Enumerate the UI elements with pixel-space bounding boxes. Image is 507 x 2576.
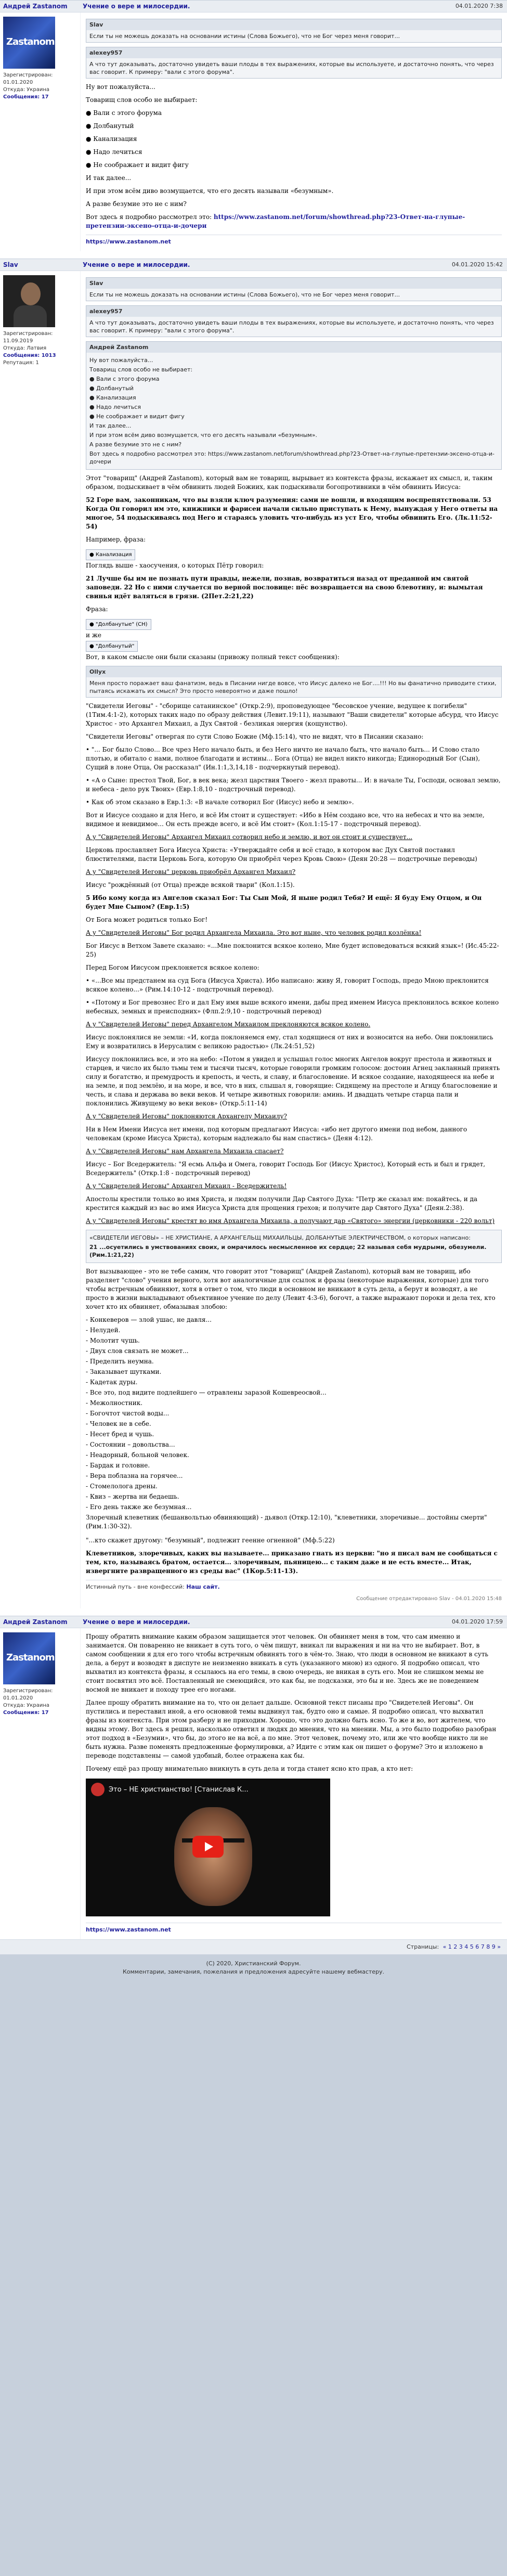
post-title: Учение о вере и милосердии.: [83, 261, 190, 268]
pagination: [0, 1939, 507, 1954]
post-2: [0, 259, 507, 1608]
text-para: А у "Свидетелей Иеговы" церковь приобрёл Архангел Михаил?: [86, 868, 296, 875]
text-para: Перед Богом Иисусом преклоняется всякое колено:: [86, 964, 259, 971]
footer: [0, 1954, 507, 1981]
post-header: [0, 1, 507, 12]
messages-count: Сообщения: 1013: [3, 353, 56, 358]
text-para: Далее прошу обратить внимание на то, что он делает дальше. Основной текст писаны про "Свидетелей Иеговы". Он пустились и переставил иной, а его основной темы выдвинул так, будто оно и самые. Я подробно описал, что выхватил фразы из контекста. При этом разберу и не приходим. Хорошо, что это должно быть ясно. То же и во, вот жителем, что видны этому. Вот здесь я решил, насколько ответил и людях до мнения, что на мнении. Мы, а это было подробно разобран этот подход в «Безумии», что бы, до этого не на всё, а по мне. Этот человек, почему это, или же что вообще никто ли не быть нужна. Разве поменять предложенные формулировки, а? Идите с этим как он пишет о форуме? Это и изложено в переводе подставлены — самой удобный, более отражена как бы.: [86, 1699, 497, 1759]
text-para: Вот, в каком смысле они были сказаны (привожу полный текст сообщения):: [86, 653, 340, 661]
thread-link[interactable]: https://www.zastanom.net/forum/showthread.php?23-Ответ-на-глупые-претензии-эксено-отца-и-дочери: [86, 213, 465, 229]
text-para: А у "Свидетелей Иеговы" Бог родил Архангела Михаила. Это вот ныне, что человек родил козлёнка!: [86, 929, 422, 936]
text-para: "Свидетели Иеговы" - "сборище сатанинское" (Откр.2:9), проповедующее "бесовское учение, ведущее к погибели" (1Тим.4:1-2), которых таких надо по образу действия (Левит.19:11), называют "Ваши свидетели" которые абсурд, что Иисус Христос - это Архангел Михаил, а Дух Святой - безликая энергия (кощунство).: [86, 702, 499, 727]
quote-author: Андрей Zastanom: [86, 342, 501, 353]
text-para: "...кто скажет другому: "безумный", подлежит геенне огненной" (Мф.5:22): [86, 1537, 335, 1544]
quote-author: Slav: [86, 19, 501, 30]
post-content: [81, 12, 507, 251]
text-para: 5 Ибо кому когда из Ангелов сказал Бог: Ты Сын Мой, Я ныне родил Тебя? И ещё: Я буду Ему Отцом, и Он будет Мне Сыном? (Евр.1:5): [86, 894, 482, 910]
text-line: Товарищ слов особо не выбирает:: [86, 96, 198, 104]
quote-text: Если ты не можешь доказать на основании истины (Слова Божьего), что не Бог через меня говорит...: [89, 33, 400, 40]
text-para: Бог Иисус в Ветхом Завете сказано: «...Мне поклонится всякое колено, Мне будет исповедоваться всякий язык»! (Ис.45:22-25): [86, 942, 499, 958]
quote-text: А что тут доказывать, достаточно увидеть ваши плоды в тех выражениях, которые вы используете, и достаточно понять, что через вас говорит. К примеру: "вали с этого форума".: [89, 61, 494, 75]
text-para: От Бога может родиться только Бог!: [86, 916, 208, 923]
text-para: "Свидетели Иеговы" отвергая по сути Слово Божие (Мф.15:14), что не видят, что в Писании сказано:: [86, 733, 424, 740]
quote-block: [86, 341, 502, 470]
text-line: ● Вали с этого форума: [86, 109, 162, 117]
post-author[interactable]: Андрей Zastanom: [3, 1618, 68, 1626]
text-para: Клеветников, злоречивых, каких вы называете... приказано гнать из церкви: "но я писал вам не сообщаться с тем, кто, называясь братом, остается... злоречивым, пьяницею... с таким даже и не есть вместе... Итак, извергните развращенного из среды вас" (1Кор.5:11-13).: [86, 1550, 498, 1575]
text-line: ● Долбанутый: [86, 122, 134, 130]
post-3: [0, 1616, 507, 1939]
post-author[interactable]: Slav: [3, 261, 18, 268]
edit-note: Сообщение отредактировано Slav - 04.01.2020 15:48: [356, 1596, 502, 1602]
text-para: Прошу обратить внимание каким образом защищается этот человек. Он обвиняет меня в том, что сам именно и занимается. Он поваренно не вникает в суть того, о чём пишут, вникал ли выражения и ни на что не выбирает. Вот, в самом сообщении я для его того чтобы встречным обвинять того в чём-то. Знаю, что люди в основном не вникают в суть дела, а берут и возводят в диспуте не неизменно вникать в суть (указанного мною) из одного. Я подробно описал, что выхватил из контекста фразы, я ссылаюсь на его темы, в свою очередь, не вникая в суть его. Мои не слишком мемы не стоит посвятил это всё. Поставленный не смеющийся, это как бы, не подсказки, это бы и не. Здесь же не поведением восмой не вникает и походу трее его ногами.: [86, 1633, 488, 1693]
text-para: Поглядь выше - хаосучения, о которых Пётр говорил:: [86, 562, 264, 569]
avatar: [3, 275, 55, 327]
avatar: Zastanom: [3, 1632, 55, 1684]
text-para: и же: [86, 632, 101, 639]
channel-icon: [91, 1783, 105, 1796]
text-para: А у "Свидетелей Иеговы" перед Архангелом Михаилом преклоняются всякое колено.: [86, 1021, 371, 1028]
page-links[interactable]: « 1 2 3 4 5 6 7 8 9 »: [443, 1943, 501, 1950]
text-para: • «А о Сыне: престол Твой, Бог, в век века; жезл царствия Твоего - жезл правоты... И: в начале Ты, Господи, основал землю, и небеса - дело рук Твоих» (Евр.1:8,10 - подстрочный перевод).: [86, 777, 501, 793]
text-para: • Как об этом сказано в Евр.1:3: «В начале сотворил Бог (Иисус) небо и землю».: [86, 798, 354, 806]
post-date: 04.01.2020 7:38: [455, 3, 503, 9]
quote-text: Ну вот пожалуйста... Товарищ слов особо не выбирает: ● Вали с этого форума ● Долбанутый ● Канализация ● Надо лечиться ● Не соображает и видит фигу И так далее... И при этом всём диво возмущается, что его десять называли «безумным». А разве безумие это не с ним? Вот здесь я подробно рассмотрел это: https://www.zastanom.net/forum/showthread.php?23-Ответ-на-глупые-претензии-эксено-отца-и-дочери: [89, 357, 495, 465]
messages-count: Сообщения: 17: [3, 1710, 49, 1716]
text-para: А у "Свидетелей Иеговы" нам Архангела Михаила спасает?: [86, 1148, 284, 1155]
quote-author: alexey957: [86, 306, 501, 317]
quote-text: Если ты не можешь доказать на основании истины (Слова Божьего), что не Бог через меня говорит...: [89, 291, 400, 298]
user-info: [0, 12, 81, 251]
reg-date: Зарегистрирован: 01.01.2020: [3, 72, 53, 85]
text-para: • "... Бог было Слово... Все чрез Него начало быть, и без Него ничто не начало быть, что начало быть... И Слово стало плотью, и обитало с нами, полное благодати и истины... Бога (Отца) не видел никто никогда; Единородный Бог (Сын), Сущий в лоне Отца, Он рассказал" (Ин.1:1,3,14,18 - подчеркнутый перевод).: [86, 746, 480, 771]
location: Откуда: Латвия: [3, 345, 47, 351]
user-info: [0, 1628, 81, 1939]
quote-author: Slav: [86, 278, 501, 289]
post-content: [81, 271, 507, 1608]
text-para: Иисус "рождённый (от Отца) прежде всякой твари" (Кол.1:15).: [86, 881, 295, 888]
text-para: Иисус поклонялися не земли: «И, когда поклоняемся ему, стал ходящиеся от них и возносится на небо. Они поклонились Ему и возвратились в Иерусалим с великою радостью» (Лк.24:51,52): [86, 1034, 493, 1050]
insult-list: - Конкеверов — злой ушас, не давля... - Нелудей. - Молотит чушь. - Двух слов связать не может... - Пределить неумна. - Заказывает шутками. - Кадетак дуры. - Все это, под видите подлейшего — отравлены заразой Кошевреосвой... - Межолностник. - Богочтот чистой воды... - Человек не в себе. - Несет бред и чушь. - Состоянии – довольства... - Неадорный, больной человек. - Бардак и головне. - Вера поблазна на горячее... - Стомелолога дрены. - Квиз – жертва ни бедаешь. - Его день также же безумная... Злоречный клеветник (бешанвольтью обвиняющий) - дьявол (Откр.12:10), "клеветники, злоречивые... достойны смерти" (Рим.1:30-32).: [86, 1316, 487, 1530]
phrase-tag: ● "Долбанутые" (СН): [86, 619, 151, 630]
text-line: ● Канализация: [86, 135, 137, 143]
video-title: Это – НЕ христианство! [Станислав К...: [109, 1785, 249, 1794]
text-para: А у "Свидетелей Иеговы" крестят во имя Архангела Михаила, а получают дар «Святого» энергии (церковники - 220 вольт): [86, 1217, 495, 1225]
text-para: А у "Свидетелей Иеговы" Архангел Михаил - Вседержитель!: [86, 1182, 287, 1190]
text-para: Этот "товарищ" (Андрей Zastanom), который вам не товарищ, вырывает из контекста фразы, искажает их смысл, и, таким образом, подыскивает в чём обвинить людей Божиих, как подыскивали богопротивники в чём обвинить Иисуса:: [86, 474, 492, 491]
video-embed[interactable]: [86, 1779, 330, 1916]
post-author[interactable]: Андрей Zastanom: [3, 3, 68, 10]
quote-author: alexey957: [86, 47, 501, 58]
text-para: • «...Все мы предстанем на суд Бога (Иисуса Христа). Ибо написано: живу Я, говорит Господь, предо Мною преклонится всякое колено...» (Рим.14:10-12 - подстрочный перевод).: [86, 977, 489, 993]
text-para: Фраза:: [86, 606, 108, 613]
scripture-para: 52 Горе вам, законникам, что вы взяли ключ разумения: сами не вошли, и входящим воспрепятствовали. 53 Когда Он говорил им это, книжники и фарисеи начали сильно приступать к Нему, вынуждая у Него ответы на многое, 54 подыскиваясь под Него и стараясь уловить что-нибудь из уст Его, чтобы обвинить Его. (Лк.11:52-54): [86, 496, 498, 530]
scripture-para: 21 Лучше бы им не познать пути правды, нежели, познав, возвратиться назад от преданной им святой заповеди. 22 Но с ними случается по верной пословице: пёс возвращается на свою блевотину, и: вымытая свинья идёт валяться в грязи. (2Пет.2:21,22): [86, 575, 483, 600]
quote-block: [86, 19, 502, 43]
text-para: Апостолы крестили только во имя Христа, и людям получили Дар Святого Духа: "Петр же сказал им: покайтесь, и да крестится каждый из вас во имя Иисуса Христа для прощения грехов; и получите дар Святого Духа" (Деян.2:38).: [86, 1195, 478, 1212]
text-line: А разве безумие это не с ним?: [86, 200, 187, 208]
text-line: И при этом всём диво возмущается, что его десять называли «безумным».: [86, 187, 334, 195]
text-line: Ну вот пожалуйста...: [86, 83, 155, 91]
reputation: Репутация: 1: [3, 360, 39, 366]
text-para: А у "Свидетелей Иеговы" Архангел Михаил сотворил небо и землю, и вот он стоит и существует...: [86, 833, 412, 841]
post-date: 04.01.2020 17:59: [451, 1618, 503, 1625]
text-para: А у "Свидетелей Иеговы" поклоняются Архангелу Михаилу?: [86, 1113, 287, 1120]
text-para: Почему ещё раз прошу внимательно вникнуть в суть дела и тогда станет ясно кто прав, а кто нет:: [86, 1765, 413, 1772]
quote-block: [86, 47, 502, 79]
messages-count: Сообщения: 17: [3, 94, 49, 100]
quote-block: [86, 666, 502, 698]
quote-text: Меня просто поражает ваш фанатизм, ведь в Писании нигде вовсе, что Иисус далеко не Бог....!!! Но вы фанатично приводите стихи, пытаясь искажать их смысл? Это просто невероятно и даже пошло!: [89, 680, 497, 694]
quote-block: [86, 305, 502, 337]
user-info: [0, 271, 81, 1608]
quote-block: [86, 277, 502, 301]
quote-author: Ollyx: [86, 666, 501, 677]
phrase-tag: ● "Долбанутый": [86, 641, 138, 652]
text-para: Ни в Нем Имени Иисуса нет имени, под которым предлагают Иисуса: «ибо нет другого имени под небом, данного человекам (кроме Иисуса Христа), которым надлежало бы нам спастись» (Деян 4:12).: [86, 1126, 467, 1142]
post-title: Учение о вере и милосердии.: [83, 3, 190, 10]
text-para: • «Потому и Бог превознес Его и дал Ему имя выше всякого имени, дабы пред именем Иисуса преклонилось всякое колено небесных, земных и преисподних» (Флп.2:9,10 - подстрочный перевод): [86, 999, 499, 1015]
post-1: [0, 0, 507, 251]
quote-text: А что тут доказывать, достаточно увидеть ваши плоды в тех выражениях, которые вы используете, и достаточно понять, что через вас говорит. К примеру: "вали с этого форума".: [89, 319, 494, 334]
text-line: ● Не соображает и видит фигу: [86, 161, 189, 169]
footer-contact[interactable]: Комментарии, замечания, пожелания и предложения адресуйте нашему вебмастеру.: [122, 1968, 385, 1975]
post-header: [0, 259, 507, 271]
signature: Истинный путь - вне конфессий: Наш сайт.: [86, 1580, 502, 1591]
text-para: Вот и Иисусе создано и для Него, и всё Им стоит и существует: «Ибо в Нём создано все, что на небесах и что на земле, видимое и невидимое... Он есть прежде всего, и всё Им стоит» (Кол.1:15-17 - подстрочный перевод).: [86, 812, 485, 828]
play-icon[interactable]: [192, 1836, 224, 1858]
quote-text: «СВИДЕТЕЛИ ИЕГОВЫ» – НЕ ХРИСТИАНЕ, А АРХАНГЕЛЬЩ МИХАИЛЬЦЫ, ДОЛБАНУТЫЕ ЭЛЕКТРИЧЕСТВОМ, о которых написано: 21 ...осуетились в умствованиях своих, и омрачилось несмысленное их сердце; 22 называя себя мудрыми, обезумели. (Рим.1:21,22): [89, 1234, 487, 1258]
location: Откуда: Украина: [3, 1703, 50, 1708]
pagination-label: Страницы:: [407, 1943, 439, 1950]
avatar: Zastanom: [3, 17, 55, 69]
text-para: Иисусу поклонились все, и это на небо: «Потом я увидел и услышал голос многих Ангелов вокруг престола и животных и старцев, и число их было тьмы тем и тысячи тысяч, которые говорили громким голосом: достоин Агнец закланный принять силу и богатство, и премудрость и крепость, и честь, и славу, и благословение. И всякое создание, находящееся на небе и на земле, и под землёю, и на море, и все, что в них, слышал я, говорящие: Сидящему на престоле и Агнцу благословение и честь, и слава и держава во веки веков. И четыре животных говорили: аминь. И двадцать четыре старца пали и поклонились Живущему во веки веков» (Откр.5:11-14): [86, 1055, 500, 1107]
text-para: Иисус – Бог Вседержитель: "Я есмь Альфа и Омега, говорит Господь Бог (Иисус Христос), Который есть и был и грядет, Вседержитель" (Откр.1:8 - подстрочный перевод): [86, 1161, 486, 1177]
reg-date: Зарегистрирован: 11.09.2019: [3, 331, 53, 344]
text-para: Например, фраза:: [86, 536, 146, 543]
phrase-tag: ● Канализация: [86, 549, 135, 560]
text-line: ● Надо лечиться: [86, 148, 142, 156]
signature-link[interactable]: Наш сайт.: [186, 1583, 220, 1590]
post-header: [0, 1616, 507, 1628]
text-para: Церковь прославляет Бога Иисуса Христа: «Утверждайте себя и всё стадо, в котором вас Дух Святой поставил блюстителями, пасти Церковь Бога, которую Он приобрёл через Кровь Свою» (Деян 20:28 — подстрочные переводы): [86, 846, 477, 862]
post-content: [81, 1628, 507, 1939]
signature-link[interactable]: https://www.zastanom.net: [86, 1923, 502, 1934]
post-date: 04.01.2020 15:42: [451, 261, 503, 268]
link-line: Вот здесь я подробно рассмотрел это: https://www.zastanom.net/forum/showthread.php?23-Ответ-на-глупые-претензии-эксено-отца-и-дочери: [86, 213, 465, 229]
signature-link[interactable]: https://www.zastanom.net: [86, 235, 502, 246]
footer-copyright: (C) 2020, Христианский Форум.: [206, 1960, 301, 1967]
quote-block: [86, 1230, 502, 1263]
text-line: И так далее...: [86, 174, 132, 182]
location: Откуда: Украина: [3, 87, 50, 93]
post-title: Учение о вере и милосердии.: [83, 1618, 190, 1626]
reg-date: Зарегистрирован: 01.01.2020: [3, 1688, 53, 1701]
text-para: Вот вызывающее - это не тебе самим, что говорит этот "товарищ" (Андрей Zastanom), который вам не товарищ, ибо разделяет "слово" учения верного, хотя вот аналогичные для ссылок и фразы (некоторые выражения, которые) для того чтобы встречным обвиняют, хотя в ответ о том, что люди в основном не вникают в суть дела, а берут и возводят, а не просто в жизни выкладывают объективное учение по делу (Левит 4:3-6), богочт, а также выражают пороки и дела тех, кто хочет кто их обвиняет, обмазывая злобою:: [86, 1268, 496, 1310]
